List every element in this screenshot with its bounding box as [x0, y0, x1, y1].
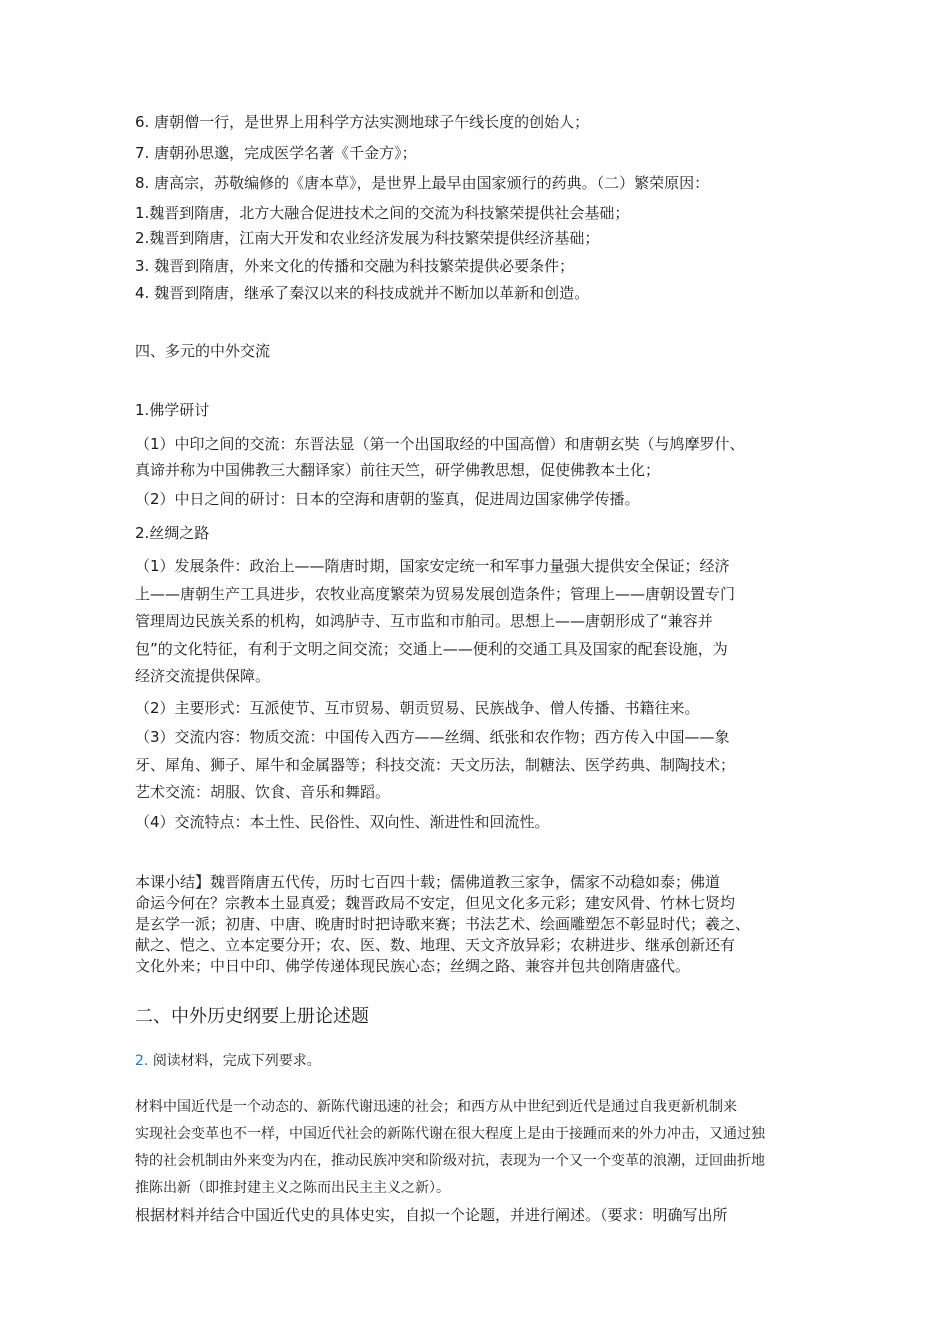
summary-line: 是玄学一派；初唐、中唐、晚唐时时把诗歌来赛；书法艺术、绘画雕塑怎不彰显时代；羲之、 [135, 915, 751, 933]
question-requirement: 根据材料并结合中国近代史的具体史实，自拟一个论题，并进行阐述。（要求：明确写出所 [135, 1206, 728, 1224]
text-line: 艺术交流：胡服、饮食、音乐和舞蹈。 [135, 783, 391, 801]
question-prompt: 阅读材料，完成下列要求。 [152, 1053, 321, 1069]
summary-line: 命运今何在？宗教本土显真爱；魏晋政局不安定，但见文化多元彩；建安风骨、竹林七贤均 [135, 894, 736, 912]
summary-line: 本课小结】魏晋隋唐五代传，历时七百四十载；儒佛道教三家争，儒家不动稳如泰；佛道 [135, 873, 721, 891]
text-line: 真谛并称为中国佛教三大翻译家）前往天竺，研学佛教思想，促使佛教本土化； [135, 461, 661, 479]
text-line: 1.魏晋到隋唐，北方大融合促进技术之间的交流为科技繁荣提供社会基础； [135, 204, 630, 222]
text-line: 2.魏晋到隋唐，江南大开发和农业经济发展为科技繁荣提供经济基础； [135, 229, 600, 247]
text-line: （1）发展条件：政治上——隋唐时期，国家安定统一和军事力量强大提供安全保证；经济 [135, 557, 730, 575]
text-line: 8. 唐高宗，苏敬编修的《唐本草》，是世界上最早由国家颁行的药典。（二）繁荣原因： [135, 174, 710, 192]
material-line: 推陈出新（即推封建主义之陈而出民主主义之新）。 [135, 1180, 450, 1196]
text-line: 上——唐朝生产工具进步，农牧业高度繁荣为贸易发展创造条件；管理上——唐朝设置专门 [135, 585, 736, 603]
text-line: 4. 魏晋到隋唐，继承了秦汉以来的科技成就并不断加以革新和创造。 [135, 284, 590, 302]
text-line: 6. 唐朝僧一行，是世界上用科学方法实测地球子午线长度的创始人； [135, 113, 590, 131]
text-line: （2）主要形式：互派使节、互市贸易、朝贡贸易、民族战争、僧人传播、书籍往来。 [135, 699, 700, 717]
section-heading: 四、多元的中外交流 [135, 342, 271, 360]
text-line: 管理周边民族关系的机构，如鸿胪寺、互市监和市舶司。思想上——唐朝形成了“兼容并 [135, 612, 713, 630]
text-line: 牙、犀角、狮子、犀牛和金属器等；科技交流：天文历法，制糖法、医学药典、制陶技术； [135, 756, 736, 774]
text-line: 包”的文化特征，有利于文明之间交流；交通上——便利的交通工具及国家的配套设施，为 [135, 640, 728, 658]
question-number: 2. [135, 1053, 149, 1069]
material-line: 特的社会机制由外来变为内在，推动民族冲突和阶级对抗，表现为一个又一个变革的浪潮，迂回曲折地 [135, 1153, 765, 1169]
text-line: （1）中印之间的交流：东晋法显（第一个出国取经的中国高僧）和唐朝玄奘（与鸠摩罗什、 [135, 435, 745, 453]
part-heading: 二、中外历史纲要上册论述题 [135, 1006, 369, 1027]
text-line: 3. 魏晋到隋唐，外来文化的传播和交融为科技繁荣提供必要条件； [135, 257, 575, 275]
text-line: （2）中日之间的研讨：日本的空海和唐朝的鉴真，促进周边国家佛学传播。 [135, 490, 640, 508]
question-line [135, 1051, 321, 1071]
material-line: 实现社会变革也不一样，中国近代社会的新陈代谢在很大程度上是由于接踵而来的外力冲击，又通过独 [135, 1126, 765, 1142]
material-line: 材料中国近代是一个动态的、新陈代谢迅速的社会；和西方从中世纪到近代是通过自我更新机制来 [135, 1099, 737, 1115]
subsection-heading: 1.佛学研讨 [135, 401, 210, 419]
text-line: （4）交流特点：本土性、民俗性、双向性、渐进性和回流性。 [135, 813, 550, 831]
subsection-heading: 2.丝绸之路 [135, 524, 210, 542]
text-line: （3）交流内容：物质交流：中国传入西方——丝绸、纸张和农作物；西方传入中国——象 [135, 728, 730, 746]
summary-line: 献之、恺之、立本定要分开；农、医、数、地理、天文齐放异彩；农耕进步、继承创新还有 [135, 936, 736, 954]
text-line: 7. 唐朝孙思邈，完成医学名著《千金方》； [135, 144, 417, 162]
summary-line: 文化外来；中日中印、佛学传递体现民族心态；丝绸之路、兼容并包共创隋唐盛代。 [135, 957, 691, 975]
text-line: 经济交流提供保障。 [135, 667, 271, 685]
